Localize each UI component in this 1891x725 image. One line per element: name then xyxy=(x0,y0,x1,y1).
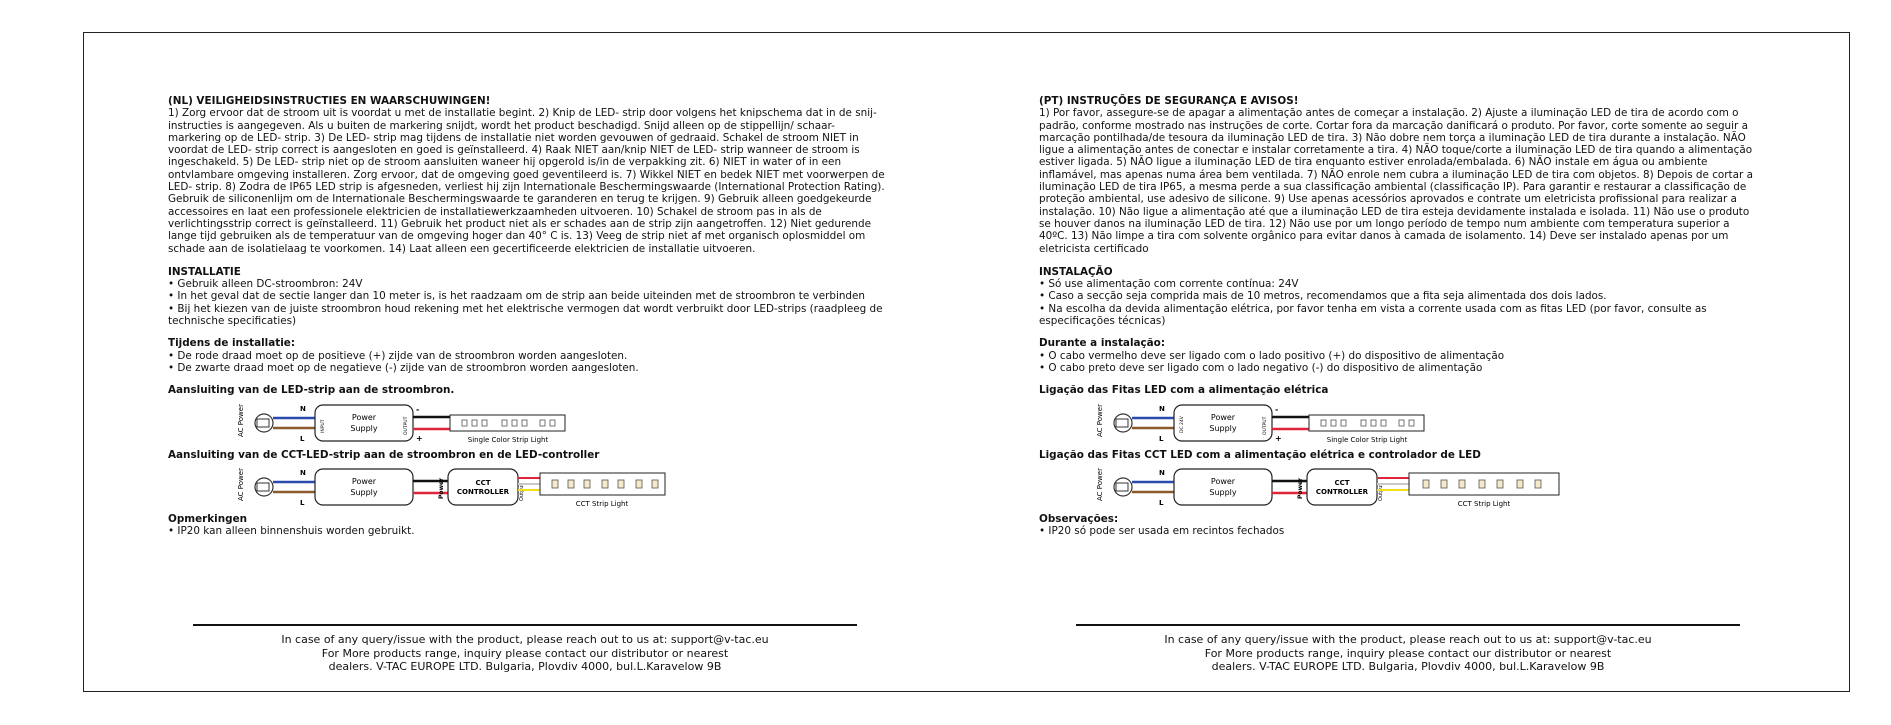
footer-line: dealers. V-TAC EUROPE LTD. Bulgaria, Plovdiv 4000, bul.L.Karavelow 9B xyxy=(1211,660,1605,673)
nl-cct-wiring-diagram xyxy=(168,465,888,507)
plug-icon xyxy=(255,478,273,496)
power-supply-label-2: Supply xyxy=(350,423,378,433)
power-supply-label-1: Power xyxy=(351,476,377,486)
ac-power-label: AC Power xyxy=(237,467,245,501)
nl-install-bullet: • Gebruik alleen DC-stroombron: 24V xyxy=(168,278,363,291)
plug-icon xyxy=(1114,478,1132,496)
nl-diagram2-title: Aansluiting van de CCT-LED-strip aan de stroombron en de LED-controller xyxy=(168,448,600,461)
pt-notes-title: Observações: xyxy=(1039,512,1119,525)
nl-during-bullet: • De zwarte draad moet op de negatieve (-) zijde van de stroombron worden aangesloten. xyxy=(168,361,639,374)
l-label: L xyxy=(1159,434,1164,443)
power-supply-label-1: Power xyxy=(1210,476,1236,486)
cct-wiring-svg xyxy=(1096,465,1599,509)
ac-power-label: AC Power xyxy=(1096,467,1104,501)
controller-label-1: CCT xyxy=(1334,478,1350,487)
plug-icon xyxy=(1114,414,1132,432)
ac-power-label: AC Power xyxy=(237,403,245,437)
power-supply-box xyxy=(1174,405,1272,441)
footer-line: For More products range, inquiry please contact our distributor or nearest xyxy=(321,646,729,660)
pt-during-title: Durante a instalação: xyxy=(1039,337,1165,350)
power-supply-box xyxy=(315,469,413,505)
pt-diagram1-title: Ligação das Fitas LED com a alimentação elétrica xyxy=(1039,384,1329,397)
cct-strip-leds xyxy=(1423,480,1541,488)
controller-output-label: Output xyxy=(519,483,525,501)
controller-output-label: Output xyxy=(1378,483,1384,501)
pt-install-bullet: • Só use alimentação com corrente contínua: 24V xyxy=(1039,278,1299,291)
n-label: N xyxy=(1159,468,1165,477)
nl-single-wiring-diagram xyxy=(168,401,888,443)
cct-strip-label: CCT Strip Light xyxy=(1457,499,1511,508)
power-input-label: Power xyxy=(438,477,445,499)
power-supply-label-2: Supply xyxy=(350,487,378,497)
nl-install-bullet: • Bij het kiezen van de juiste stroombron houd rekening met het elektrische vermogen dat wordt verbruikt door LED-strips (raadpleeg de technische specificaties) xyxy=(168,302,883,328)
plug-body-icon xyxy=(1116,419,1128,427)
cct-controller-box xyxy=(1307,469,1377,505)
l-label: L xyxy=(1159,498,1164,507)
l-label: L xyxy=(300,434,305,443)
nl-install-title: INSTALLATIE xyxy=(168,265,241,278)
dc-24v-label: DC 24V xyxy=(1180,415,1185,433)
pt-install-title: INSTALAÇÃO xyxy=(1039,265,1113,278)
single-wiring-svg xyxy=(1096,401,1519,445)
power-supply-label-1: Power xyxy=(1210,412,1236,422)
power-input-label: Power xyxy=(1297,477,1304,499)
footer-line: In case of any query/issue with the product, please reach out to us at: support@v-tac.eu xyxy=(1164,633,1652,646)
minus-label: - xyxy=(1275,404,1279,414)
pt-install-bullet: • Caso a secção seja comprida mais de 10 metros, recomendamos que a fita seja alimentada dos dois lados. xyxy=(1039,290,1607,303)
pt-cct-wiring-diagram xyxy=(1039,465,1755,507)
nl-during-title: Tijdens de installatie: xyxy=(168,337,295,350)
power-supply-box xyxy=(315,405,413,441)
ac-power-label: AC Power xyxy=(1096,403,1104,437)
input-label: INPUT xyxy=(321,419,326,433)
cct-strip-leds xyxy=(552,480,658,488)
nl-footer-rule xyxy=(193,624,857,626)
n-label: N xyxy=(300,468,306,477)
nl-notes-bullet: • IP20 kan alleen binnenshuis worden gebruikt. xyxy=(168,525,415,538)
cct-wiring-svg xyxy=(237,465,720,509)
footer-line: dealers. V-TAC EUROPE LTD. Bulgaria, Plovdiv 4000, bul.L.Karavelow 9B xyxy=(328,660,722,673)
nl-paragraph: 1) Zorg ervoor dat de stroom uit is voordat u met de installatie begint. 2) Knip de LED- strip door volgens het knipschema dat in de snij- instructies is aangegeven. Als u buiten de markering snijdt, wordt het product beschadigd. Snijd alleen op de stippellijn/ schaar- markering op de LED- strip. 3) De LED- strip mag tijdens de installatie niet worden gevouwen of gedraaid. Schakel de stroom NIET in voordat de LED- strip correct is aangesloten en goed is geïnstalleerd. 4) Raak NIET aan/knip NIET de LED- strip wanneer de stroom is ingeschakeld. 5) De LED- strip niet op de stroom aansluiten waneer hij opgerold is/in de verpakking zit. 6) NIET in water of in een ontvlambare omgeving installeren. Zorg ervoor, dat de omgeving goed geventileerd is. 7) Wikkel NIET en bedek NIET met voorwerpen de LED- strip. 8) Zodra de IP65 LED strip is afgesneden, verliest hij zijn Internationale Beschermingswaarde (International Protection Rating). Gebruik de siliconenlijm om de Internationale Beschermingswaarde te garanderen en terug te krijgen. 9) Gebruik alleen goedgekeurde accessoires en laat een professionele elektricien de installatiewerkzaamheden uitvoeren. 10) Schakel de stroom pas in als de verlichtingsstrip correct is geïnstalleerd. 11) Gebruik het product niet als er schades aan de strip zijn aangetroffen. 12) Niet gedurende lange tijd gebruiken als de temperatuur van de omgeving hoger dan 40° C is. 13) Veeg de strip niet af met organisch oplosmiddel om schade aan de isolatielaag te voorkomen. 14) Laat alleen een gecertificeerde elektricien de installatie uitvoeren. xyxy=(168,107,885,255)
nl-title: (NL) VEILIGHEIDSINSTRUCTIES EN WAARSCHUWINGEN! xyxy=(168,95,491,107)
single-strip-label: Single Color Strip Light xyxy=(1326,435,1408,444)
pt-notes-bullet: • IP20 só pode ser usada em recintos fechados xyxy=(1039,525,1285,538)
l-label: L xyxy=(300,498,305,507)
footer-line: For More products range, inquiry please contact our distributor or nearest xyxy=(1204,646,1612,660)
power-supply-label-2: Supply xyxy=(1209,487,1237,497)
nl-notes-title: Opmerkingen xyxy=(168,512,248,525)
plug-body-icon xyxy=(257,483,269,491)
cct-controller-box xyxy=(448,469,518,505)
power-supply-label-1: Power xyxy=(351,412,377,422)
n-label: N xyxy=(300,404,306,413)
plug-icon xyxy=(255,414,273,432)
footer-line: In case of any query/issue with the product, please reach out to us at: support@v-tac.eu xyxy=(281,633,769,646)
controller-label-2: CONTROLLER xyxy=(456,487,510,496)
pt-install-bullet: • Na escolha da devida alimentação elétrica, por favor tenha em vista a corrente usada com as fitas LED (por favor, consulte as especificações técnicas) xyxy=(1039,302,1707,328)
n-label: N xyxy=(1159,404,1165,413)
pt-footer xyxy=(1076,633,1740,674)
pt-title: (PT) INSTRUÇÕES DE SEGURANÇA E AVISOS! xyxy=(1039,95,1299,107)
nl-install-bullet: • In het geval dat de sectie langer dan 10 meter is, is het raadzaam om de strip aan beide uiteinden met de stroombron te verbinden xyxy=(168,290,866,303)
output-label: OUTPUT xyxy=(1263,416,1268,435)
minus-label: - xyxy=(416,404,420,414)
pt-footer-rule xyxy=(1076,624,1740,626)
single-strip-label: Single Color Strip Light xyxy=(467,435,549,444)
output-label: OUTPUT xyxy=(404,416,409,435)
nl-diagram1-title: Aansluiting van de LED-strip aan de stroombron. xyxy=(168,384,455,397)
controller-label-1: CCT xyxy=(475,478,491,487)
pt-during-bullet: • O cabo vermelho deve ser ligado com o lado positivo (+) do dispositivo de alimentação xyxy=(1039,349,1505,362)
nl-footer xyxy=(193,633,857,674)
power-supply-label-2: Supply xyxy=(1209,423,1237,433)
power-supply-box xyxy=(1174,469,1272,505)
plus-label: + xyxy=(1275,433,1282,443)
single-wiring-svg xyxy=(237,401,660,445)
cct-strip-label: CCT Strip Light xyxy=(575,499,629,508)
pt-column xyxy=(1039,95,1755,537)
pt-single-wiring-diagram xyxy=(1039,401,1755,443)
pt-diagram2-title: Ligação das Fitas CCT LED com a alimentação elétrica e controlador de LED xyxy=(1039,448,1481,461)
controller-label-2: CONTROLLER xyxy=(1315,487,1369,496)
plus-label: + xyxy=(416,433,423,443)
nl-during-bullet: • De rode draad moet op de positieve (+) zijde van de stroombron worden aangesloten. xyxy=(168,349,628,362)
plug-body-icon xyxy=(1116,483,1128,491)
pt-paragraph: 1) Por favor, assegure-se de apagar a alimentação antes de começar a instalação. 2) Ajuste a iluminação LED de tira de acordo com o padrão, conforme mostrado nas instruções de corte. Cortar fora da marcação danificará o produto. Por favor, corte somente ao seguir a marcação pontilhada/de tesoura da iluminação LED de tira. 3) Não dobre nem torça a iluminação LED de tira durante a instalação. NÃO ligue a alimentação antes de conectar e instalar corretamente a tira. 4) NÃO toque/corte a iluminação LED de tira quando a alimentação estiver ligada. 5) NÃO ligue a iluminação LED de tira enquanto estiver enrolada/embalada. 6) NÃO instale em água ou ambiente inflamável, mas apenas numa área bem ventilada. 7) NÃO enrole nem cubra a iluminação LED de tira com objetos. 8) Depois de cortar a iluminação LED de tira IP65, a mesma perde a sua classificação ambiental (classificação IP). Para garantir e restaurar a classificação de proteção ambiental, use adesivo de silicone. 9) Use apenas acessórios aprovados e contrate um eletricista profissional para realizar a instalação. 10) Não ligue a alimentação até que a iluminação LED de tira esteja devidamente instalada e isolada. 11) Não use o produto se houver danos na iluminação LED de tira. 12) Não use por um longo período de tempo num ambiente com temperatura superior a 40ºC. 13) Não limpe a tira com solvente orgânico para evitar danos à camada de isolamento. 14) Deve ser instalado apenas por um eletricista certificado xyxy=(1039,107,1753,255)
pt-during-bullet: • O cabo preto deve ser ligado com o lado negativo (-) do dispositivo de alimentação xyxy=(1039,361,1483,374)
plug-body-icon xyxy=(257,419,269,427)
nl-column xyxy=(168,95,888,537)
